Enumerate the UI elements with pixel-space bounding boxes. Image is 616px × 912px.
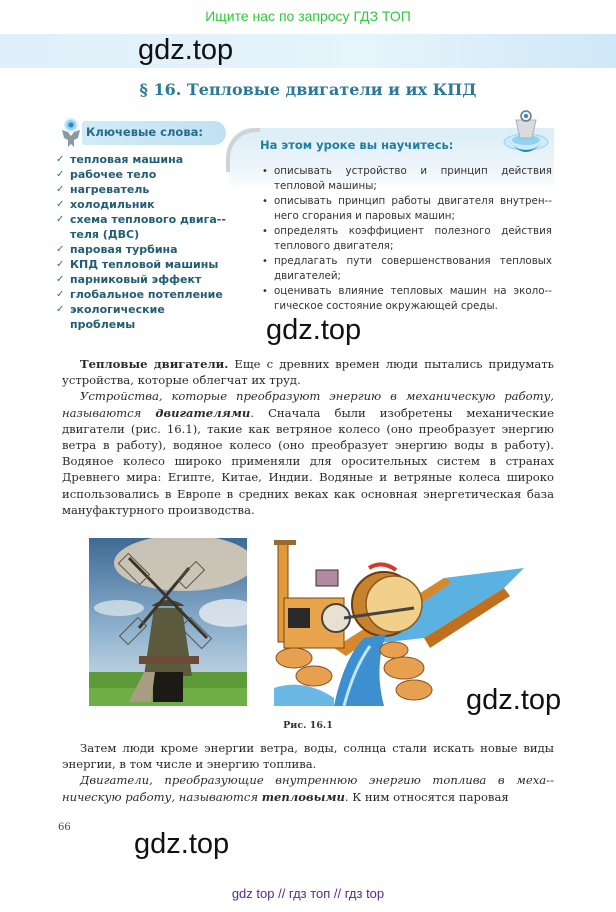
body-text-section-1 <box>62 356 554 518</box>
bullet-icon: • <box>262 286 268 297</box>
watermark: gdz.top <box>466 684 562 716</box>
footer-links: gdz top // гдз топ // гдз top <box>231 886 385 901</box>
top-banner: Ищите нас по запросу ГДЗ ТОП <box>205 8 411 24</box>
chapter-title: § 16. Тепловые двигатели и их КПД <box>139 80 477 99</box>
keyword-item: ✓ КПД тепловой машины <box>56 258 219 271</box>
watermark: gdz.top <box>134 828 230 860</box>
learning-objectives-box <box>228 128 554 318</box>
decorative-arc <box>226 128 260 172</box>
check-icon: ✓ <box>56 169 65 180</box>
check-icon: ✓ <box>56 184 65 195</box>
keyword-item: ✓ тепловая машина <box>56 153 184 166</box>
keyword-item: ✓ нагреватель <box>56 183 150 196</box>
check-icon: ✓ <box>56 199 65 210</box>
paragraph: Затем люди кроме энергии ветра, воды, солнца стали искать новые виды энергии, в том числе и энергию топлива. <box>62 741 554 772</box>
learn-item: • определять коэффициент полезного действия теплового двигателя; <box>262 225 552 252</box>
keyword-item: ✓ схема теплового двига-теля (ДВС) <box>56 213 226 241</box>
watermark: gdz.top <box>266 314 362 346</box>
check-icon: ✓ <box>56 154 65 165</box>
keyword-item: ✓ паровая турбина <box>56 243 178 256</box>
check-icon: ✓ <box>56 259 65 270</box>
windmill-photo <box>89 538 247 706</box>
paragraph: Тепловые двигатели. Еще с древних времен люди пытались придумать устройства, которые облегчат их труд. <box>62 357 554 388</box>
keyword-item: ✓ парниковый эффект <box>56 273 202 286</box>
figure-caption: Рис. 16.1 <box>283 720 333 731</box>
waterwheel-illustration <box>274 538 534 706</box>
paragraph: Двигатели, преобразующие внутреннюю энергию топлива в меха-ническую работу, называются тепловыми. К ним относятся паровая <box>62 773 554 804</box>
keyword-item: ✓ рабочее тело <box>56 168 157 181</box>
keywords-header <box>60 118 228 148</box>
watermark: gdz.top <box>138 34 234 66</box>
learn-list <box>262 164 552 314</box>
keywords-list <box>56 152 226 332</box>
paragraph: Устройства, которые преобразуют энергию в механическую работу, называются двигателями. Сначала были изобретены механические двигатели (рис. 16.1), такие как ветряное колесо (оно преобразует энергию ветра в работу), водяное колесо (оно преобразует энергию воды в работу). Водяное колесо широко применяли для оросительных систем в странах Древнего мира: Египте, Китае, Индии. Водяные и ветряные колеса широко использовались в Европе в средних веках как основная энергетическая база мануфактурного производства. <box>62 389 554 517</box>
lesson-pedestal-icon <box>500 106 552 158</box>
keyword-item: ✓ глобальное потепление <box>56 288 223 301</box>
check-icon: ✓ <box>56 244 65 255</box>
header-band <box>0 34 616 68</box>
learn-item: • описывать принцип работы двигателя внутрен-него сгорания и паровых машин; <box>262 195 552 222</box>
learn-item: • описывать устройство и принцип действия тепловой машины; <box>262 165 552 192</box>
learn-item: • предлагать пути совершенствования тепловых двигателей; <box>262 255 552 282</box>
keyword-item: ✓ холодильник <box>56 198 155 211</box>
keyword-item: ✓ экологические проблемы <box>56 303 165 331</box>
bullet-icon: • <box>262 256 268 267</box>
check-icon: ✓ <box>56 274 65 285</box>
check-icon: ✓ <box>56 289 65 300</box>
check-icon: ✓ <box>56 214 65 225</box>
learn-title: На этом уроке вы научитесь: <box>260 138 454 152</box>
bullet-icon: • <box>262 166 268 177</box>
check-icon: ✓ <box>56 304 65 315</box>
bullet-icon: • <box>262 226 268 237</box>
learn-item: • оценивать влияние тепловых машин на эколо-гическое состояние окружающей среды. <box>262 285 552 312</box>
keywords-header-label: Ключевые слова: <box>86 125 203 139</box>
body-text-section-2 <box>62 740 554 805</box>
person-icon <box>60 118 82 148</box>
bullet-icon: • <box>262 196 268 207</box>
page-number: 66 <box>58 822 71 833</box>
